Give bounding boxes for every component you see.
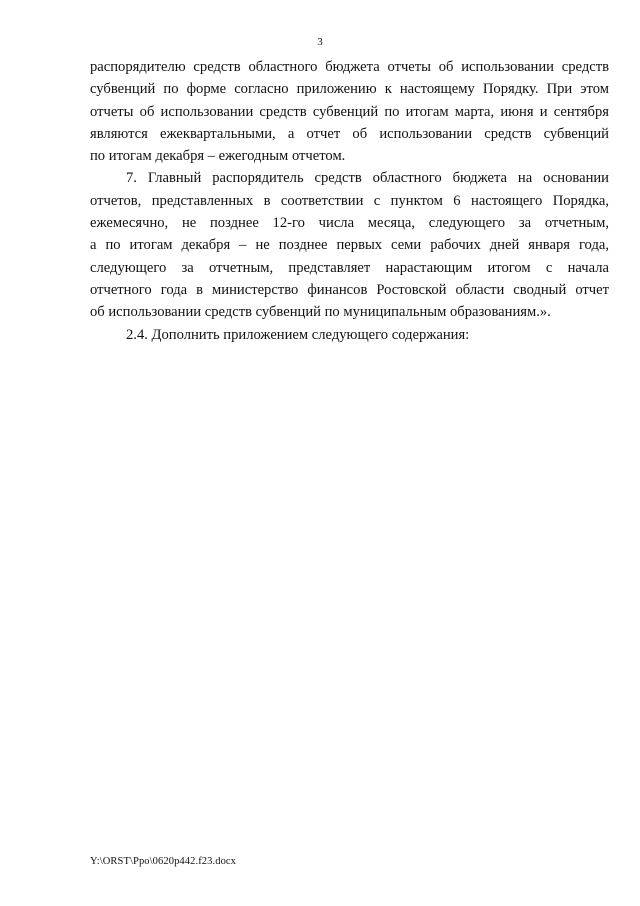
text-line: распорядителю средств областного бюджета отчеты об использовании средств <box>90 59 609 75</box>
page-number: 3 <box>317 36 323 48</box>
text-line: 7. Главный распорядитель средств областного бюджета на основании <box>126 170 609 187</box>
text-line: 2.4. Дополнить приложением следующего содержания: <box>126 326 470 343</box>
text-line: по итогам декабря – ежегодным отчетом. <box>90 148 346 165</box>
text-line: отчетного года в министерство финансов Ростовской области сводный отчет <box>90 281 609 298</box>
footer-file-path: Y:\ORST\Ppo\0620p442.f23.docx <box>90 856 237 867</box>
text-line: являются ежеквартальными, а отчет об использовании средств субвенций <box>90 125 609 142</box>
text-line: следующего за отчетным, представляет нарастающим итогом с начала <box>90 259 609 276</box>
text-line: а по итогам декабря – не позднее первых семи рабочих дней января года, <box>90 237 609 254</box>
text-line: ежемесячно, не позднее 12-го числа месяца, следующего за отчетным, <box>90 215 609 232</box>
paragraph-item-2-4 <box>90 324 609 346</box>
text-line: субвенций по форме согласно приложению к настоящему Порядку. При этом <box>90 81 609 98</box>
paragraph-continuation <box>90 56 609 167</box>
document-body <box>90 56 609 346</box>
text-line: об использовании средств субвенций по муниципальным образованиям.». <box>90 304 551 321</box>
text-line: отчеты об использовании средств субвенций по итогам марта, июня и сентября <box>90 103 609 120</box>
paragraph-item-7 <box>90 167 609 323</box>
text-line: отчетов, представленных в соответствии с пунктом 6 настоящего Порядка, <box>90 192 609 209</box>
